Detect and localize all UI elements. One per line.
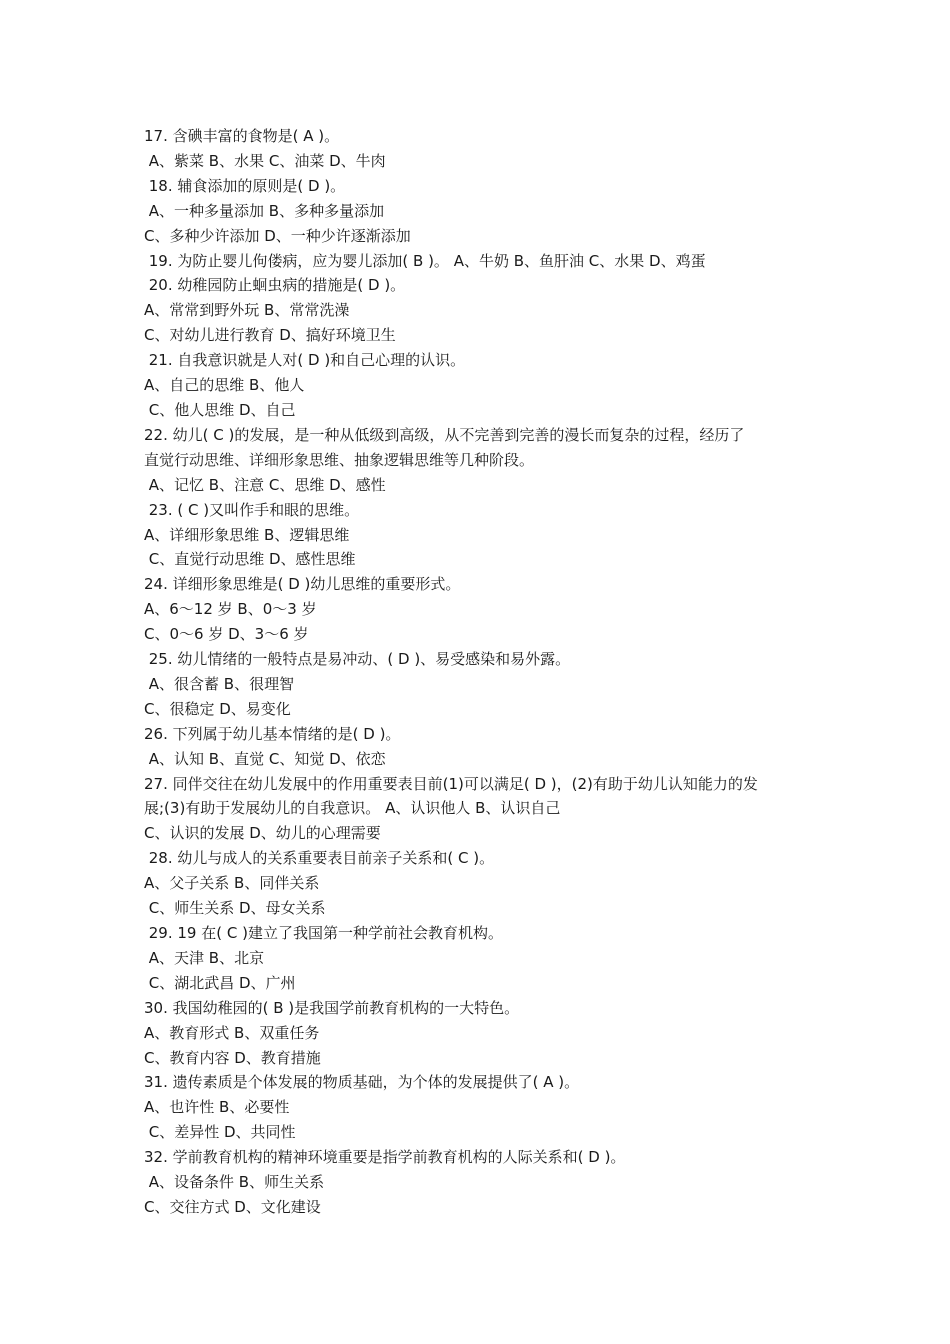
- text-line: 25. 幼儿情绪的一般特点是易冲动、( D )、易受感染和易外露。: [144, 650, 571, 669]
- text-line: A、很含蓄 B、很理智: [144, 674, 295, 693]
- text-line: 29. 19 在( C )建立了我国第一种学前社会教育机构。: [144, 924, 503, 942]
- text-line: C、对幼儿进行教育 D、搞好环境卫生: [144, 326, 396, 345]
- text-line: 展;(3)有助于发展幼儿的自我意识。 A、认识他人 B、认识自己: [144, 799, 561, 818]
- text-line: 直觉行动思维、详细形象思维、抽象逻辑思维等几种阶段。: [144, 450, 535, 469]
- text-line: A、父子关系 B、同伴关系: [144, 874, 320, 893]
- text-line: A、也许性 B、必要性: [144, 1098, 290, 1117]
- text-line: 20. 幼稚园防止蛔虫病的措施是( D )。: [144, 276, 406, 295]
- text-line: C、差异性 D、共同性: [144, 1123, 296, 1142]
- text-line: C、师生关系 D、母女关系: [144, 899, 326, 918]
- text-line: A、一种多量添加 B、多种多量添加: [144, 201, 385, 220]
- document-body: [144, 124, 814, 1220]
- text-line: 18. 辅食添加的原则是( D )。: [144, 176, 346, 195]
- text-line: 30. 我国幼稚园的( B )是我国学前教育机构的一大特色。: [144, 998, 520, 1017]
- text-line: C、交往方式 D、文化建设: [144, 1197, 321, 1216]
- text-line: 28. 幼儿与成人的关系重要表目前亲子关系和( C )。: [144, 849, 495, 868]
- text-line: C、他人思维 D、自己: [144, 400, 296, 419]
- text-line: 27. 同伴交往在幼儿发展中的作用重要表目前(1)可以满足( D )，(2)有助于幼儿认知能力的发: [144, 774, 758, 793]
- text-line: C、多种少许添加 D、一种少许逐渐添加: [144, 226, 411, 245]
- text-line: A、记忆 B、注意 C、思维 D、感性: [144, 475, 386, 494]
- text-line: 23. ( C )又叫作手和眼的思维。: [144, 500, 360, 519]
- text-line: C、直觉行动思维 D、感性思维: [144, 550, 356, 569]
- text-line: 17. 含碘丰富的食物是( A )。: [144, 127, 340, 145]
- text-line: A、自己的思维 B、他人: [144, 376, 305, 395]
- text-line: A、6～12 岁 B、0～3 岁: [144, 600, 317, 619]
- text-line: 21. 自我意识就是人对( D )和自己心理的认识。: [144, 351, 466, 370]
- text-line: 19. 为防止婴儿佝偻病，应为婴儿添加( B )。 A、牛奶 B、鱼肝油 C、水果 D、鸡蛋: [144, 251, 706, 270]
- text-line: C、0～6 岁 D、3～6 岁: [144, 625, 309, 644]
- text-line: C、认识的发展 D、幼儿的心理需要: [144, 824, 381, 843]
- text-line: A、紫菜 B、水果 C、油菜 D、牛肉: [144, 151, 386, 170]
- text-line: 31. 遗传素质是个体发展的物质基础，为个体的发展提供了( A )。: [144, 1073, 580, 1092]
- text-line: A、设备条件 B、师生关系: [144, 1173, 325, 1192]
- text-line: C、教育内容 D、教育措施: [144, 1048, 321, 1067]
- text-line: A、认知 B、直觉 C、知觉 D、依恋: [144, 749, 386, 768]
- text-line: A、天津 B、北京: [144, 948, 265, 967]
- text-line: 32. 学前教育机构的精神环境重要是指学前教育机构的人际关系和( D )。: [144, 1148, 626, 1167]
- text-line: 22. 幼儿( C )的发展，是一种从低级到高级，从不完善到完善的漫长而复杂的过程，经历了: [144, 425, 745, 444]
- text-line: A、教育形式 B、双重任务: [144, 1023, 320, 1042]
- text-line: A、详细形象思维 B、逻辑思维: [144, 525, 350, 544]
- text-line: 24. 详细形象思维是( D )幼儿思维的重要形式。: [144, 575, 461, 594]
- text-line: C、很稳定 D、易变化: [144, 699, 291, 718]
- text-line: 26. 下列属于幼儿基本情绪的是( D )。: [144, 724, 401, 743]
- text-line: C、湖北武昌 D、广州: [144, 973, 296, 992]
- text-line: A、常常到野外玩 B、常常洗澡: [144, 301, 350, 320]
